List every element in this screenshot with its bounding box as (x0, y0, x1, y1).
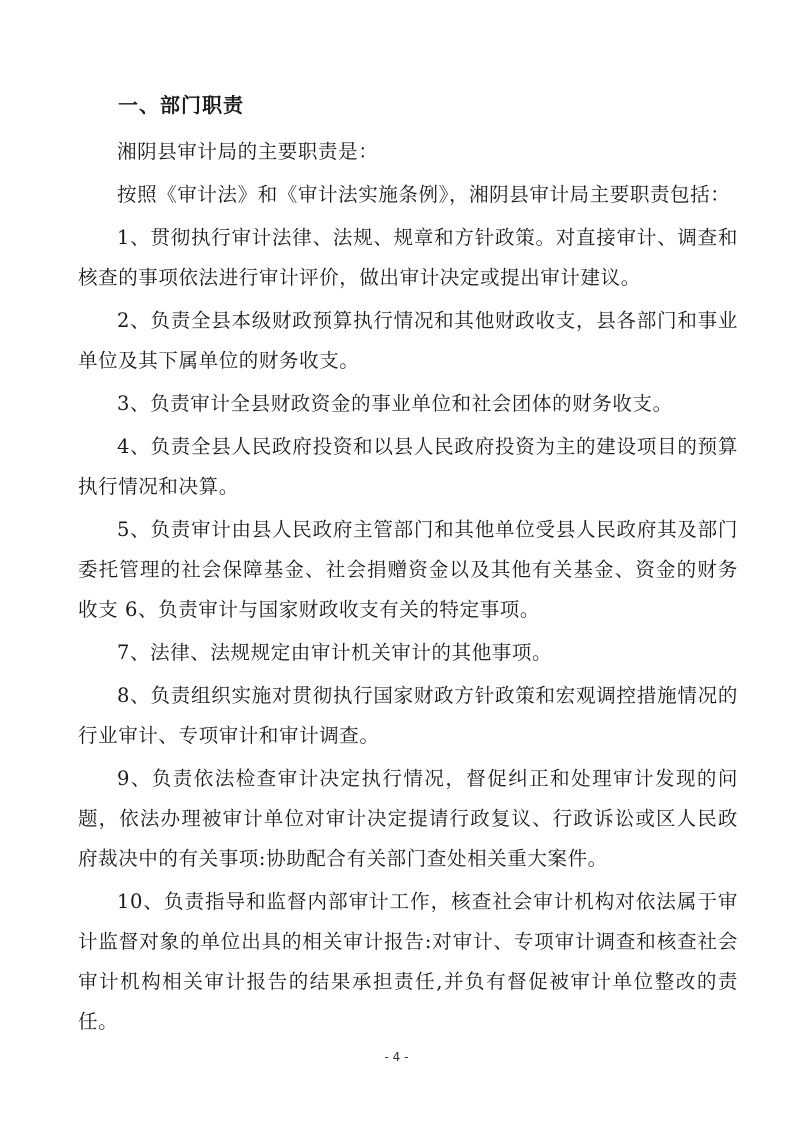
paragraph-duty-9: 9、负责依法检查审计决定执行情况，督促纠正和处理审计发现的问题，依法办理被审计单位对审计决定提请行政复议、行政诉讼或区人民政府裁决中的有关事项:协助配合有关部门查处相关重大案件。 (78, 767, 738, 870)
document-page (78, 92, 738, 1042)
paragraph-basis: 按照《审计法》和《审计法实施条例》，湘阴县审计局主要职责包括： (117, 183, 731, 206)
paragraph-duty-8: 8、负责组织实施对贯彻执行国家财政方针政策和宏观调控措施情况的行业审计、专项审计和审计调查。 (78, 684, 738, 747)
paragraph-duty-4: 4、负责全县人民政府投资和以县人民政府投资为主的建设项目的预算执行情况和决算。 (78, 435, 738, 498)
section-heading: 一、部门职责 (118, 93, 244, 117)
paragraph-intro: 湘阴县审计局的主要职责是： (117, 140, 379, 163)
page-number: - 4 - (384, 1050, 409, 1064)
paragraph-duty-7: 7、法律、法规规定由审计机关审计的其他事项。 (117, 641, 553, 664)
paragraph-duty-3: 3、负责审计全县财政资金的事业单位和社会团体的财务收支。 (117, 392, 673, 415)
paragraph-duty-5-6: 5、负责审计由县人民政府主管部门和其他单位受县人民政府其及部门委托管理的社会保障基金、社会捐赠资金以及其他有关基金、资金的财务收支 6、负责审计与国家财政收支有关的特定事项。 (78, 518, 738, 621)
paragraph-duty-2: 2、负责全县本级财政预算执行情况和其他财政收支，县各部门和事业单位及其下属单位的财务收支。 (78, 309, 738, 372)
paragraph-duty-10: 10、负责指导和监督内部审计工作，核查社会审计机构对依法属于审计监督对象的单位出具的相关审计报告:对审计、专项审计调查和核查社会审计机构相关审计报告的结果承担责任,并负有督促被审计单位整改的责任。 (78, 890, 738, 1033)
paragraph-duty-1: 1、贯彻执行审计法律、法规、规章和方针政策。对直接审计、调查和核查的事项依法进行审计评价，做出审计决定或提出审计建议。 (78, 226, 738, 289)
